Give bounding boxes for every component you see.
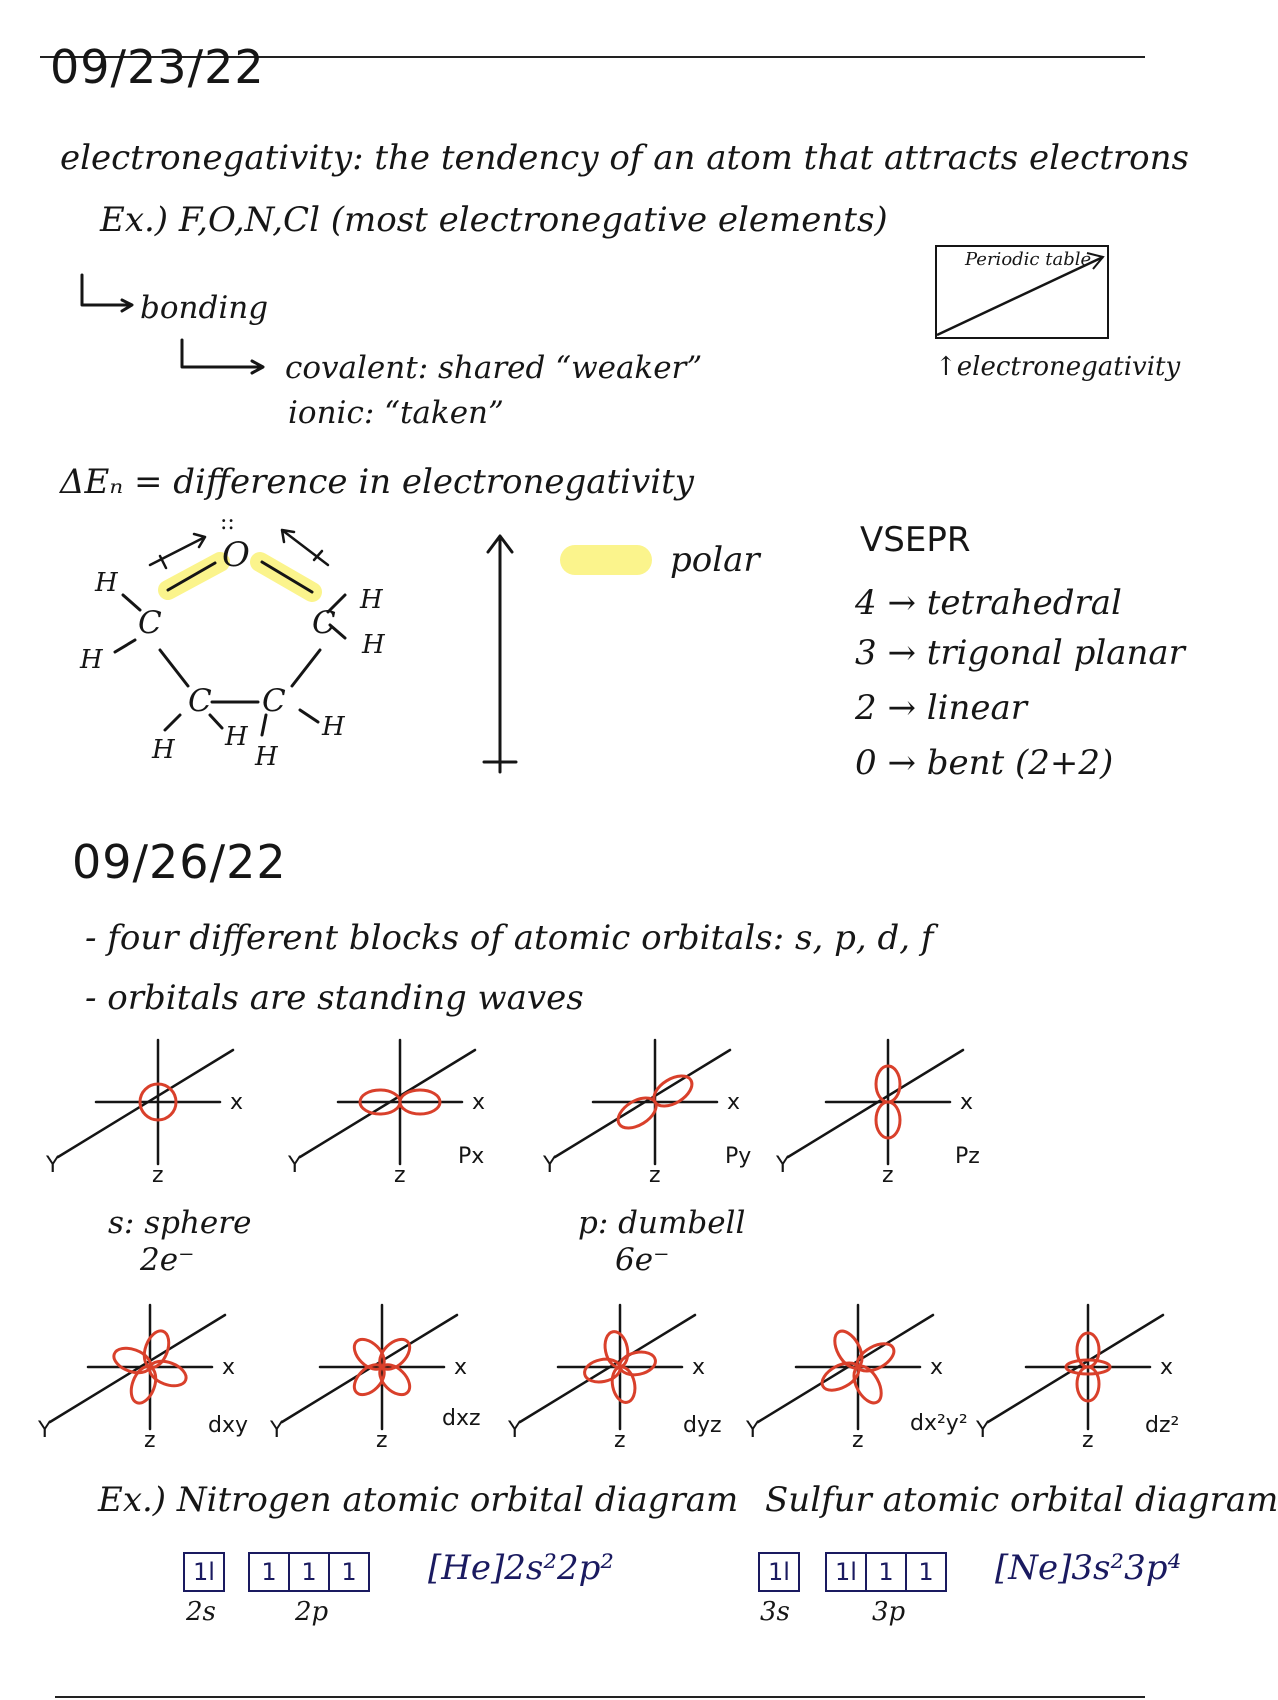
y-axis-label: Y bbox=[746, 1418, 760, 1443]
dyz-label: dyz bbox=[683, 1413, 722, 1438]
sulfur-3s-box bbox=[758, 1552, 800, 1592]
orbital-cell: 1l bbox=[193, 1558, 215, 1586]
x-axis-label: x bbox=[692, 1355, 706, 1380]
x-axis-label: x bbox=[230, 1090, 244, 1115]
orbital-axes bbox=[788, 1040, 963, 1164]
nitrogen-2p-box bbox=[248, 1552, 370, 1592]
y-axis-label: Y bbox=[976, 1418, 990, 1443]
orbital-axes bbox=[300, 1040, 475, 1164]
standing-waves-bullet: - orbitals are standing waves bbox=[85, 978, 584, 1018]
x-axis-label: x bbox=[1160, 1355, 1174, 1380]
atom-carbon: C bbox=[188, 683, 212, 719]
py-label: Py bbox=[725, 1144, 752, 1169]
z-axis-label: z bbox=[649, 1163, 661, 1188]
z-axis-label: z bbox=[144, 1428, 156, 1453]
electronegativity-trend-label: ↑electronegativity bbox=[935, 352, 1181, 382]
orbital-lobe bbox=[127, 1363, 161, 1406]
z-axis-label: z bbox=[1082, 1428, 1094, 1453]
y-axis-label: Y bbox=[288, 1153, 302, 1178]
s-orbital-electrons: 2e⁻ bbox=[140, 1242, 195, 1278]
orbital-axes bbox=[758, 1305, 933, 1429]
pz-label: Pz bbox=[955, 1144, 980, 1169]
z-axis-label: z bbox=[394, 1163, 406, 1188]
y-axis-label: Y bbox=[543, 1153, 557, 1178]
vsepr-item: 2 → linear bbox=[855, 688, 1028, 728]
dz2-label: dz² bbox=[1145, 1413, 1180, 1438]
atom-carbon: C bbox=[138, 605, 162, 641]
orbital-lobe bbox=[111, 1344, 154, 1378]
atom-hydrogen: H bbox=[360, 585, 383, 615]
dxy-label: dxy bbox=[208, 1413, 249, 1438]
orbital-blocks-bullet: - four different blocks of atomic orbitals: s, p, d, f bbox=[85, 918, 934, 958]
atom-oxygen: O bbox=[222, 535, 250, 575]
orbital-cell: 1 bbox=[341, 1558, 357, 1586]
covalent-label: covalent: shared “weaker” bbox=[285, 350, 703, 386]
p-orbital-electrons: 6e⁻ bbox=[615, 1242, 670, 1278]
sulfur-diagram-title: Sulfur atomic orbital diagram bbox=[765, 1480, 1278, 1520]
z-axis-label: z bbox=[376, 1428, 388, 1453]
s-orbital-caption: s: sphere bbox=[108, 1205, 252, 1241]
p-orbital-caption: p: dumbell bbox=[578, 1205, 746, 1241]
x-axis-label: x bbox=[960, 1090, 974, 1115]
orbital-cell: 1 bbox=[867, 1554, 907, 1590]
y-axis-label: Y bbox=[38, 1418, 52, 1443]
x-axis-label: x bbox=[454, 1355, 468, 1380]
y-axis-label: Y bbox=[776, 1153, 790, 1178]
nitrogen-2s-label: 2s bbox=[186, 1597, 216, 1627]
atom-hydrogen: H bbox=[95, 568, 118, 598]
x-axis-label: x bbox=[472, 1090, 486, 1115]
atom-hydrogen: H bbox=[152, 735, 175, 765]
vsepr-item: 3 → trigonal planar bbox=[855, 633, 1185, 673]
orbital-axes bbox=[50, 1305, 225, 1429]
electronegative-example: Ex.) F,O,N,Cl (most electronegative elements) bbox=[100, 200, 888, 240]
orbital-cell: 1 bbox=[250, 1554, 290, 1590]
atom-hydrogen: H bbox=[362, 630, 385, 660]
atom-carbon: C bbox=[262, 683, 286, 719]
orbital-cell: 1 bbox=[918, 1558, 934, 1586]
orbital-cell: 1l bbox=[827, 1554, 867, 1590]
vsepr-item: 4 → tetrahedral bbox=[855, 583, 1122, 623]
z-axis-label: z bbox=[614, 1428, 626, 1453]
orbital-axes bbox=[555, 1040, 730, 1164]
orbital-cell: 1 bbox=[290, 1554, 330, 1590]
date-heading-1: 09/23/22 bbox=[50, 40, 265, 94]
nitrogen-diagram-title: Ex.) Nitrogen atomic orbital diagram bbox=[98, 1480, 739, 1520]
atom-hydrogen: H bbox=[225, 722, 248, 752]
sulfur-3s-label: 3s bbox=[760, 1597, 790, 1627]
y-axis-label: Y bbox=[46, 1153, 60, 1178]
sulfur-3p-box bbox=[825, 1552, 947, 1592]
orbital-lobe bbox=[146, 1357, 189, 1391]
ionic-label: ionic: “taken” bbox=[288, 395, 504, 431]
electronegativity-definition: electronegativity: the tendency of an atom that attracts electrons bbox=[60, 138, 1189, 178]
orbital-axes bbox=[988, 1305, 1163, 1429]
vsepr-title: VSEPR bbox=[860, 520, 971, 560]
dxz-label: dxz bbox=[442, 1406, 481, 1431]
orbital-axes bbox=[58, 1040, 233, 1164]
nitrogen-configuration: [He]2s²2p² bbox=[428, 1548, 615, 1588]
x-axis-label: x bbox=[930, 1355, 944, 1380]
bonding-label: bonding bbox=[140, 290, 269, 326]
x-axis-label: x bbox=[727, 1090, 741, 1115]
y-axis-label: Y bbox=[270, 1418, 284, 1443]
px-label: Px bbox=[458, 1144, 485, 1169]
atom-hydrogen: H bbox=[255, 742, 278, 772]
sulfur-3p-label: 3p bbox=[872, 1597, 906, 1627]
orbital-axes bbox=[520, 1305, 695, 1429]
x-axis-label: x bbox=[222, 1355, 236, 1380]
sulfur-configuration: [Ne]3s²3p⁴ bbox=[995, 1548, 1182, 1588]
y-axis-label: Y bbox=[508, 1418, 522, 1443]
dx2y2-label: dx²y² bbox=[910, 1411, 968, 1436]
z-axis-label: z bbox=[882, 1163, 894, 1188]
delta-en-definition: ΔEₙ = difference in electronegativity bbox=[60, 462, 695, 502]
nitrogen-2s-box bbox=[183, 1552, 225, 1592]
orbital-cell: 1l bbox=[768, 1558, 790, 1586]
atom-carbon: C bbox=[312, 605, 336, 641]
nitrogen-2p-label: 2p bbox=[295, 1597, 329, 1627]
date-heading-2: 09/26/22 bbox=[72, 835, 287, 889]
atom-hydrogen: H bbox=[80, 645, 103, 675]
periodic-table-label: Periodic table bbox=[965, 249, 1092, 270]
z-axis-label: z bbox=[852, 1428, 864, 1453]
atom-hydrogen: H bbox=[322, 712, 345, 742]
z-axis-label: z bbox=[152, 1163, 164, 1188]
polar-legend-label: polar bbox=[670, 540, 760, 580]
vsepr-item: 0 → bent (2+2) bbox=[855, 743, 1114, 783]
lone-pair-dots: :: bbox=[220, 510, 235, 535]
